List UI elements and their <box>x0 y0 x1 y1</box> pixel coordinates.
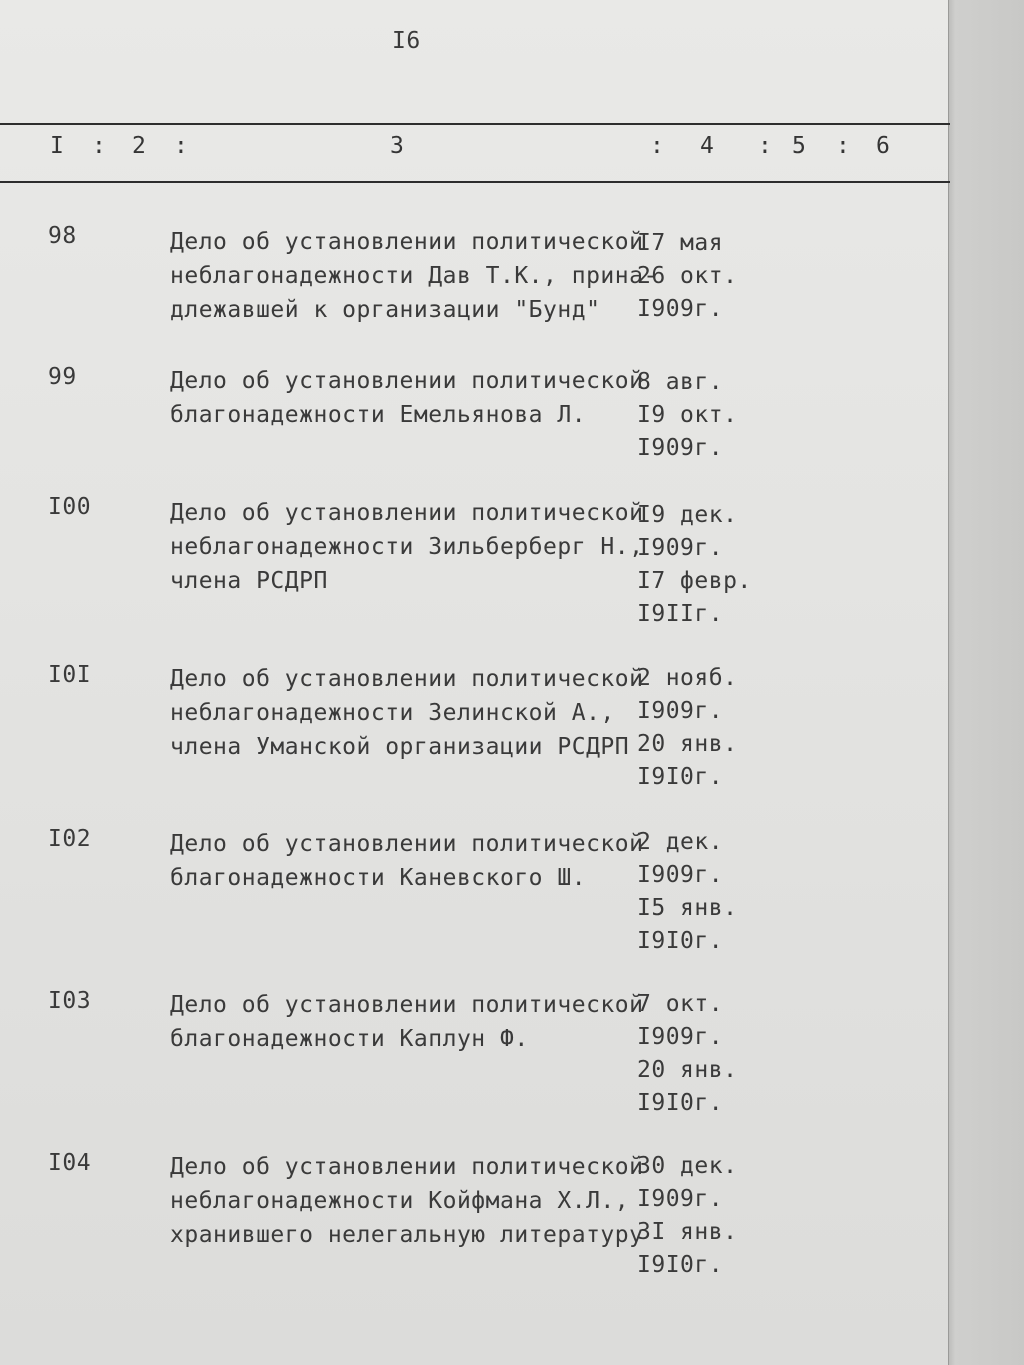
entry-number: 98 <box>48 223 77 249</box>
column-separator: : <box>836 133 851 159</box>
header-top-rule <box>0 123 950 125</box>
header-bottom-rule <box>0 181 950 183</box>
entry-number: I00 <box>48 494 92 520</box>
column-separator: : <box>92 133 107 159</box>
entry-description: Дело об установлении политической благонадежности Каплун Ф. <box>170 992 644 1052</box>
entry-description: Дело об установлении политической благонадежности Каневского Ш. <box>170 831 644 891</box>
entry-dates: 7 окт. I909г. 20 янв. I9I0г. <box>637 991 738 1116</box>
column-header-1: I <box>50 133 65 159</box>
column-header-2: 2 <box>132 133 147 159</box>
entry-description: Дело об установлении политической неблагонадежности Зелинской А., члена Уманской организации РСДРП <box>170 666 644 760</box>
column-header-4: 4 <box>700 133 715 159</box>
entry-number: I03 <box>48 988 92 1014</box>
entry-description: Дело об установлении политической благонадежности Емельянова Л. <box>170 368 644 428</box>
column-header-5: 5 <box>792 133 807 159</box>
entry-dates: I9 дек. I909г. I7 февр. I9IIг. <box>637 502 752 627</box>
entry-dates: 8 авг. I9 окт. I909г. <box>637 369 738 461</box>
page-edge <box>948 0 1024 1365</box>
entry-dates: 2 дек. I909г. I5 янв. I9I0г. <box>637 829 738 954</box>
entry-description: Дело об установлении политической неблагонадежности Зильберберг Н., члена РСДРП <box>170 500 644 594</box>
page-number: I6 <box>392 28 421 54</box>
entry-dates: 30 дек. I909г. 3I янв. I9I0г. <box>637 1153 738 1278</box>
entry-description: Дело об установлении политической неблагонадежности Койфмана Х.Л., хранившего нелегальную литературу <box>170 1154 644 1248</box>
entry-dates: I7 мая 26 окт. I909г. <box>637 230 738 322</box>
entry-number: I0I <box>48 662 92 688</box>
column-separator: : <box>650 133 665 159</box>
column-header-3: 3 <box>390 133 405 159</box>
entry-number: 99 <box>48 364 77 390</box>
column-separator: : <box>174 133 189 159</box>
entry-description: Дело об установлении политической неблагонадежности Дав Т.К., прина- длежавшей к организации "Бунд" <box>170 229 658 323</box>
entry-number: I02 <box>48 826 92 852</box>
column-separator: : <box>758 133 773 159</box>
entry-number: I04 <box>48 1150 92 1176</box>
entry-dates: 2 нояб. I909г. 20 янв. I9I0г. <box>637 665 738 790</box>
column-header-6: 6 <box>876 133 891 159</box>
